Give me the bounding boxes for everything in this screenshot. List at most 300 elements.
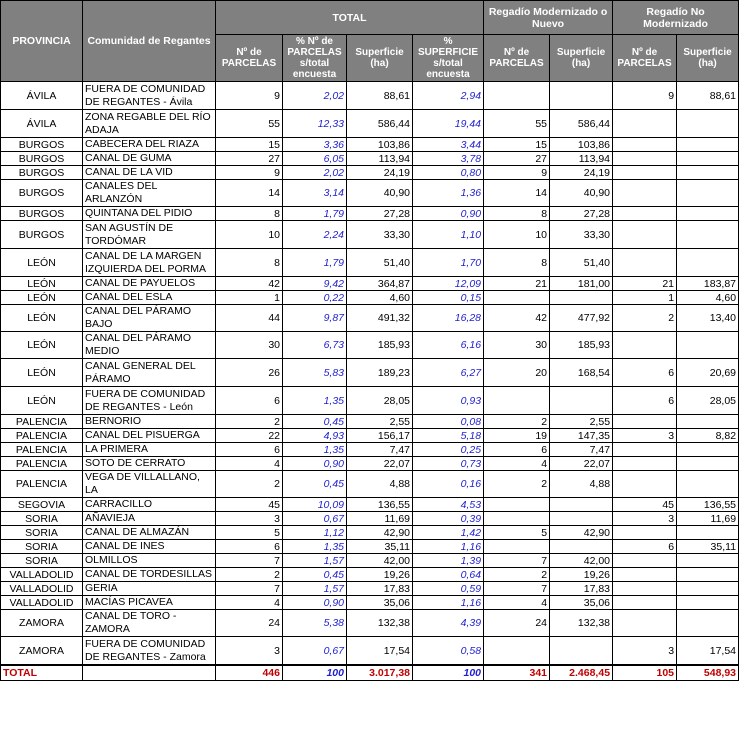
cell-n-parcelas: 2 [216, 568, 283, 582]
cell-superficie: 189,23 [347, 359, 413, 387]
cell-mod-superficie: 27,28 [550, 207, 613, 221]
cell-pct-parcelas: 2,02 [283, 82, 347, 110]
cell-provincia: LEÓN [1, 277, 83, 291]
cell-comunidad: CANAL DE LA VID [83, 166, 216, 180]
cell-superficie: 491,32 [347, 305, 413, 332]
cell-pct-superficie: 0,08 [413, 415, 484, 429]
header-mod-superficie: Superficie (ha) [550, 35, 613, 82]
table-row [1, 526, 739, 540]
cell-provincia: ZAMORA [1, 610, 83, 637]
total-label: TOTAL [1, 665, 83, 681]
cell-comunidad: VEGA DE VILLALLANO, LA [83, 471, 216, 498]
total-nomod-superficie: 548,93 [677, 665, 739, 681]
cell-n-parcelas: 6 [216, 387, 283, 415]
cell-pct-superficie: 0,73 [413, 457, 484, 471]
cell-mod-superficie: 181,00 [550, 277, 613, 291]
cell-mod-n-parcelas: 7 [484, 582, 550, 596]
cell-mod-n-parcelas: 2 [484, 471, 550, 498]
cell-comunidad: CANAL DE TORDESILLAS [83, 568, 216, 582]
cell-nomod-superficie [677, 457, 739, 471]
cell-pct-parcelas: 3,14 [283, 180, 347, 207]
cell-pct-superficie: 6,27 [413, 359, 484, 387]
cell-mod-n-parcelas [484, 540, 550, 554]
cell-nomod-n-parcelas: 3 [613, 637, 677, 666]
cell-n-parcelas: 24 [216, 610, 283, 637]
cell-provincia: ÁVILA [1, 82, 83, 110]
cell-mod-superficie [550, 82, 613, 110]
cell-superficie: 88,61 [347, 82, 413, 110]
cell-nomod-superficie: 20,69 [677, 359, 739, 387]
cell-mod-n-parcelas: 24 [484, 610, 550, 637]
cell-provincia: BURGOS [1, 138, 83, 152]
cell-n-parcelas: 3 [216, 637, 283, 666]
cell-nomod-superficie: 136,55 [677, 498, 739, 512]
table-row [1, 610, 739, 637]
cell-pct-parcelas: 5,38 [283, 610, 347, 637]
cell-nomod-n-parcelas: 1 [613, 291, 677, 305]
cell-nomod-n-parcelas: 6 [613, 387, 677, 415]
cell-nomod-superficie [677, 568, 739, 582]
cell-pct-superficie: 1,16 [413, 596, 484, 610]
cell-mod-n-parcelas: 20 [484, 359, 550, 387]
cell-mod-superficie [550, 498, 613, 512]
cell-nomod-superficie [677, 332, 739, 359]
cell-nomod-superficie [677, 443, 739, 457]
cell-pct-parcelas: 10,09 [283, 498, 347, 512]
cell-pct-parcelas: 6,05 [283, 152, 347, 166]
cell-mod-n-parcelas: 42 [484, 305, 550, 332]
cell-n-parcelas: 2 [216, 471, 283, 498]
cell-mod-superficie: 24,19 [550, 166, 613, 180]
cell-comunidad: CANAL DEL ESLA [83, 291, 216, 305]
cell-comunidad: FUERA DE COMUNIDAD DE REGANTES - Zamora [83, 637, 216, 666]
table-row [1, 110, 739, 138]
cell-pct-parcelas: 1,79 [283, 249, 347, 277]
cell-comunidad: LA PRIMERA [83, 443, 216, 457]
cell-comunidad: BERNORIO [83, 415, 216, 429]
cell-pct-parcelas: 0,45 [283, 568, 347, 582]
cell-comunidad: FUERA DE COMUNIDAD DE REGANTES - León [83, 387, 216, 415]
cell-superficie: 27,28 [347, 207, 413, 221]
cell-pct-superficie: 1,42 [413, 526, 484, 540]
table-row [1, 387, 739, 415]
cell-mod-n-parcelas [484, 637, 550, 666]
cell-nomod-n-parcelas: 9 [613, 82, 677, 110]
cell-n-parcelas: 9 [216, 166, 283, 180]
cell-nomod-superficie [677, 180, 739, 207]
cell-provincia: PALENCIA [1, 457, 83, 471]
cell-nomod-n-parcelas [613, 152, 677, 166]
cell-superficie: 156,17 [347, 429, 413, 443]
cell-mod-n-parcelas: 55 [484, 110, 550, 138]
cell-pct-superficie: 1,39 [413, 554, 484, 568]
table-row [1, 359, 739, 387]
cell-nomod-n-parcelas [613, 457, 677, 471]
cell-provincia: BURGOS [1, 180, 83, 207]
cell-n-parcelas: 7 [216, 554, 283, 568]
cell-superficie: 51,40 [347, 249, 413, 277]
header-mod-n-parcelas: Nº de PARCELAS [484, 35, 550, 82]
total-superficie: 3.017,38 [347, 665, 413, 681]
cell-nomod-superficie: 4,60 [677, 291, 739, 305]
cell-nomod-n-parcelas: 2 [613, 305, 677, 332]
cell-nomod-n-parcelas [613, 221, 677, 249]
cell-pct-parcelas: 2,24 [283, 221, 347, 249]
cell-mod-superficie: 4,88 [550, 471, 613, 498]
cell-mod-superficie: 103,86 [550, 138, 613, 152]
header-superficie: Superficie (ha) [347, 35, 413, 82]
cell-nomod-n-parcelas [613, 332, 677, 359]
cell-nomod-n-parcelas: 3 [613, 429, 677, 443]
cell-nomod-n-parcelas: 3 [613, 512, 677, 526]
header-comunidad: Comunidad de Regantes [83, 1, 216, 82]
table-row [1, 457, 739, 471]
cell-mod-superficie: 113,94 [550, 152, 613, 166]
table-row [1, 498, 739, 512]
cell-comunidad: SOTO DE CERRATO [83, 457, 216, 471]
cell-pct-superficie: 0,25 [413, 443, 484, 457]
cell-mod-n-parcelas: 6 [484, 443, 550, 457]
cell-mod-n-parcelas: 19 [484, 429, 550, 443]
header-pct-parcelas: % Nº de PARCELAS s/total encuesta [283, 35, 347, 82]
cell-mod-superficie: 586,44 [550, 110, 613, 138]
table-row [1, 512, 739, 526]
cell-provincia: SORIA [1, 526, 83, 540]
cell-mod-superficie: 40,90 [550, 180, 613, 207]
cell-mod-n-parcelas [484, 387, 550, 415]
cell-superficie: 35,11 [347, 540, 413, 554]
cell-superficie: 24,19 [347, 166, 413, 180]
cell-superficie: 113,94 [347, 152, 413, 166]
table-row [1, 207, 739, 221]
cell-pct-superficie: 0,15 [413, 291, 484, 305]
table-row [1, 596, 739, 610]
cell-comunidad: CANAL DE LA MARGEN IZQUIERDA DEL PORMA [83, 249, 216, 277]
cell-nomod-superficie [677, 207, 739, 221]
table-row [1, 554, 739, 568]
cell-pct-superficie: 3,44 [413, 138, 484, 152]
cell-n-parcelas: 44 [216, 305, 283, 332]
cell-comunidad: CANAL DEL PISUERGA [83, 429, 216, 443]
table-row [1, 332, 739, 359]
cell-pct-parcelas: 1,35 [283, 540, 347, 554]
cell-n-parcelas: 4 [216, 457, 283, 471]
cell-mod-n-parcelas [484, 291, 550, 305]
cell-superficie: 364,87 [347, 277, 413, 291]
cell-mod-superficie: 147,35 [550, 429, 613, 443]
cell-pct-parcelas: 5,83 [283, 359, 347, 387]
cell-pct-parcelas: 0,22 [283, 291, 347, 305]
cell-nomod-superficie [677, 166, 739, 180]
cell-pct-superficie: 1,10 [413, 221, 484, 249]
total-pct-superficie: 100 [413, 665, 484, 681]
cell-mod-superficie: 168,54 [550, 359, 613, 387]
cell-nomod-superficie: 35,11 [677, 540, 739, 554]
cell-mod-superficie: 477,92 [550, 305, 613, 332]
cell-nomod-superficie: 13,40 [677, 305, 739, 332]
table-row [1, 166, 739, 180]
cell-mod-superficie: 7,47 [550, 443, 613, 457]
cell-comunidad: MACÍAS PICAVEA [83, 596, 216, 610]
cell-nomod-n-parcelas: 45 [613, 498, 677, 512]
cell-nomod-n-parcelas [613, 596, 677, 610]
cell-nomod-superficie: 17,54 [677, 637, 739, 666]
cell-comunidad: CANALES DEL ARLANZÓN [83, 180, 216, 207]
cell-pct-superficie: 0,59 [413, 582, 484, 596]
cell-pct-parcelas: 0,45 [283, 471, 347, 498]
cell-nomod-superficie [677, 249, 739, 277]
cell-pct-parcelas: 1,57 [283, 554, 347, 568]
cell-provincia: LEÓN [1, 249, 83, 277]
cell-pct-parcelas: 0,67 [283, 637, 347, 666]
cell-provincia: LEÓN [1, 305, 83, 332]
cell-provincia: SEGOVIA [1, 498, 83, 512]
cell-pct-parcelas: 3,36 [283, 138, 347, 152]
table-row [1, 305, 739, 332]
cell-n-parcelas: 7 [216, 582, 283, 596]
cell-pct-parcelas: 6,73 [283, 332, 347, 359]
header-n-parcelas: Nº de PARCELAS [216, 35, 283, 82]
cell-superficie: 103,86 [347, 138, 413, 152]
cell-comunidad: QUINTANA DEL PIDIO [83, 207, 216, 221]
cell-pct-superficie: 4,39 [413, 610, 484, 637]
cell-n-parcelas: 4 [216, 596, 283, 610]
cell-superficie: 33,30 [347, 221, 413, 249]
cell-mod-superficie: 185,93 [550, 332, 613, 359]
cell-mod-superficie [550, 637, 613, 666]
cell-nomod-superficie [677, 554, 739, 568]
total-pct-parcelas: 100 [283, 665, 347, 681]
cell-mod-n-parcelas: 15 [484, 138, 550, 152]
cell-provincia: VALLADOLID [1, 582, 83, 596]
cell-provincia: LEÓN [1, 332, 83, 359]
cell-provincia: VALLADOLID [1, 568, 83, 582]
cell-superficie: 17,54 [347, 637, 413, 666]
cell-n-parcelas: 2 [216, 415, 283, 429]
cell-pct-parcelas: 1,35 [283, 443, 347, 457]
table-row [1, 415, 739, 429]
cell-comunidad: CANAL DEL PÁRAMO BAJO [83, 305, 216, 332]
cell-nomod-superficie: 28,05 [677, 387, 739, 415]
cell-pct-parcelas: 0,90 [283, 457, 347, 471]
cell-nomod-n-parcelas: 6 [613, 359, 677, 387]
table-row [1, 443, 739, 457]
cell-mod-superficie: 33,30 [550, 221, 613, 249]
cell-n-parcelas: 9 [216, 82, 283, 110]
cell-nomod-n-parcelas [613, 568, 677, 582]
cell-nomod-n-parcelas [613, 138, 677, 152]
total-mod-n: 341 [484, 665, 550, 681]
cell-nomod-n-parcelas [613, 582, 677, 596]
cell-nomod-superficie [677, 152, 739, 166]
cell-n-parcelas: 10 [216, 221, 283, 249]
total-row [1, 665, 739, 681]
cell-mod-superficie: 42,00 [550, 554, 613, 568]
table-row [1, 637, 739, 666]
cell-pct-parcelas: 1,35 [283, 387, 347, 415]
cell-provincia: PALENCIA [1, 415, 83, 429]
cell-n-parcelas: 6 [216, 443, 283, 457]
cell-nomod-n-parcelas [613, 443, 677, 457]
cell-n-parcelas: 14 [216, 180, 283, 207]
cell-n-parcelas: 30 [216, 332, 283, 359]
cell-comunidad: GERIA [83, 582, 216, 596]
cell-comunidad: CANAL DE TORO - ZAMORA [83, 610, 216, 637]
table-row [1, 180, 739, 207]
cell-superficie: 42,00 [347, 554, 413, 568]
cell-mod-superficie [550, 291, 613, 305]
cell-provincia: LEÓN [1, 387, 83, 415]
cell-nomod-n-parcelas [613, 471, 677, 498]
cell-comunidad: CANAL DEL PÁRAMO MEDIO [83, 332, 216, 359]
cell-superficie: 22,07 [347, 457, 413, 471]
header-total: TOTAL [216, 1, 484, 35]
cell-pct-superficie: 0,39 [413, 512, 484, 526]
cell-provincia: PALENCIA [1, 429, 83, 443]
cell-pct-superficie: 0,80 [413, 166, 484, 180]
table-row [1, 152, 739, 166]
cell-nomod-n-parcelas [613, 207, 677, 221]
cell-n-parcelas: 1 [216, 291, 283, 305]
cell-mod-n-parcelas: 4 [484, 457, 550, 471]
cell-nomod-superficie [677, 221, 739, 249]
cell-n-parcelas: 26 [216, 359, 283, 387]
cell-mod-superficie: 51,40 [550, 249, 613, 277]
cell-mod-n-parcelas: 9 [484, 166, 550, 180]
cell-comunidad: CANAL DE PAYUELOS [83, 277, 216, 291]
cell-mod-superficie: 42,90 [550, 526, 613, 540]
cell-mod-n-parcelas [484, 82, 550, 110]
table-row [1, 429, 739, 443]
cell-mod-n-parcelas: 2 [484, 568, 550, 582]
cell-pct-parcelas: 0,67 [283, 512, 347, 526]
cell-comunidad: CARRACILLO [83, 498, 216, 512]
cell-pct-superficie: 3,78 [413, 152, 484, 166]
cell-mod-superficie [550, 512, 613, 526]
cell-n-parcelas: 55 [216, 110, 283, 138]
table-row [1, 540, 739, 554]
cell-superficie: 42,90 [347, 526, 413, 540]
cell-mod-n-parcelas: 5 [484, 526, 550, 540]
cell-comunidad: CANAL DE INES [83, 540, 216, 554]
cell-pct-superficie: 19,44 [413, 110, 484, 138]
table-row [1, 277, 739, 291]
cell-mod-n-parcelas: 10 [484, 221, 550, 249]
cell-comunidad: CANAL GENERAL DEL PÁRAMO [83, 359, 216, 387]
cell-superficie: 17,83 [347, 582, 413, 596]
cell-n-parcelas: 8 [216, 249, 283, 277]
cell-superficie: 185,93 [347, 332, 413, 359]
table-row [1, 291, 739, 305]
cell-superficie: 4,88 [347, 471, 413, 498]
total-nomod-n: 105 [613, 665, 677, 681]
cell-pct-parcelas: 2,02 [283, 166, 347, 180]
cell-nomod-superficie: 88,61 [677, 82, 739, 110]
cell-provincia: LEÓN [1, 359, 83, 387]
cell-pct-parcelas: 9,42 [283, 277, 347, 291]
cell-superficie: 7,47 [347, 443, 413, 457]
cell-pct-superficie: 1,36 [413, 180, 484, 207]
cell-pct-parcelas: 1,12 [283, 526, 347, 540]
header-provincia: PROVINCIA [1, 1, 83, 82]
cell-nomod-n-parcelas [613, 110, 677, 138]
total-mod-superficie: 2.468,45 [550, 665, 613, 681]
cell-pct-parcelas: 0,90 [283, 596, 347, 610]
cell-provincia: BURGOS [1, 207, 83, 221]
cell-comunidad: AÑAVIEJA [83, 512, 216, 526]
cell-nomod-n-parcelas [613, 554, 677, 568]
cell-comunidad: CANAL DE ALMAZÁN [83, 526, 216, 540]
cell-provincia: BURGOS [1, 152, 83, 166]
cell-nomod-n-parcelas [613, 249, 677, 277]
cell-pct-superficie: 0,90 [413, 207, 484, 221]
cell-pct-superficie: 1,16 [413, 540, 484, 554]
table-row [1, 249, 739, 277]
cell-provincia: PALENCIA [1, 471, 83, 498]
table-row [1, 471, 739, 498]
cell-nomod-superficie [677, 138, 739, 152]
cell-mod-n-parcelas: 8 [484, 249, 550, 277]
cell-n-parcelas: 45 [216, 498, 283, 512]
cell-n-parcelas: 27 [216, 152, 283, 166]
cell-mod-n-parcelas: 27 [484, 152, 550, 166]
cell-pct-superficie: 6,16 [413, 332, 484, 359]
total-n-parcelas: 446 [216, 665, 283, 681]
cell-mod-n-parcelas: 2 [484, 415, 550, 429]
cell-mod-n-parcelas: 30 [484, 332, 550, 359]
cell-pct-parcelas: 9,87 [283, 305, 347, 332]
cell-comunidad: CABECERA DEL RIAZA [83, 138, 216, 152]
cell-comunidad: CANAL DE GUMA [83, 152, 216, 166]
cell-superficie: 4,60 [347, 291, 413, 305]
cell-pct-superficie: 4,53 [413, 498, 484, 512]
cell-provincia: LEÓN [1, 291, 83, 305]
total-blank [83, 665, 216, 681]
cell-n-parcelas: 5 [216, 526, 283, 540]
cell-provincia: PALENCIA [1, 443, 83, 457]
cell-pct-superficie: 5,18 [413, 429, 484, 443]
cell-comunidad: SAN AGUSTÍN DE TORDÓMAR [83, 221, 216, 249]
cell-comunidad: FUERA DE COMUNIDAD DE REGANTES - Ávila [83, 82, 216, 110]
cell-mod-superficie: 22,07 [550, 457, 613, 471]
cell-superficie: 19,26 [347, 568, 413, 582]
cell-nomod-superficie [677, 110, 739, 138]
cell-pct-superficie: 0,58 [413, 637, 484, 666]
cell-nomod-n-parcelas [613, 415, 677, 429]
cell-superficie: 586,44 [347, 110, 413, 138]
cell-pct-superficie: 0,93 [413, 387, 484, 415]
cell-nomod-n-parcelas [613, 166, 677, 180]
cell-pct-superficie: 12,09 [413, 277, 484, 291]
header-no-modernizado: Regadío No Modernizado [613, 1, 739, 35]
cell-pct-superficie: 0,64 [413, 568, 484, 582]
cell-mod-n-parcelas: 7 [484, 554, 550, 568]
table-header [1, 1, 739, 82]
cell-comunidad: OLMILLOS [83, 554, 216, 568]
cell-superficie: 35,06 [347, 596, 413, 610]
cell-provincia: ZAMORA [1, 637, 83, 666]
header-nomod-n-parcelas: Nº de PARCELAS [613, 35, 677, 82]
cell-provincia: SORIA [1, 540, 83, 554]
cell-pct-parcelas: 0,45 [283, 415, 347, 429]
cell-nomod-superficie: 183,87 [677, 277, 739, 291]
cell-pct-parcelas: 1,79 [283, 207, 347, 221]
cell-n-parcelas: 6 [216, 540, 283, 554]
cell-nomod-superficie: 8,82 [677, 429, 739, 443]
table-row [1, 138, 739, 152]
cell-n-parcelas: 42 [216, 277, 283, 291]
cell-provincia: VALLADOLID [1, 596, 83, 610]
